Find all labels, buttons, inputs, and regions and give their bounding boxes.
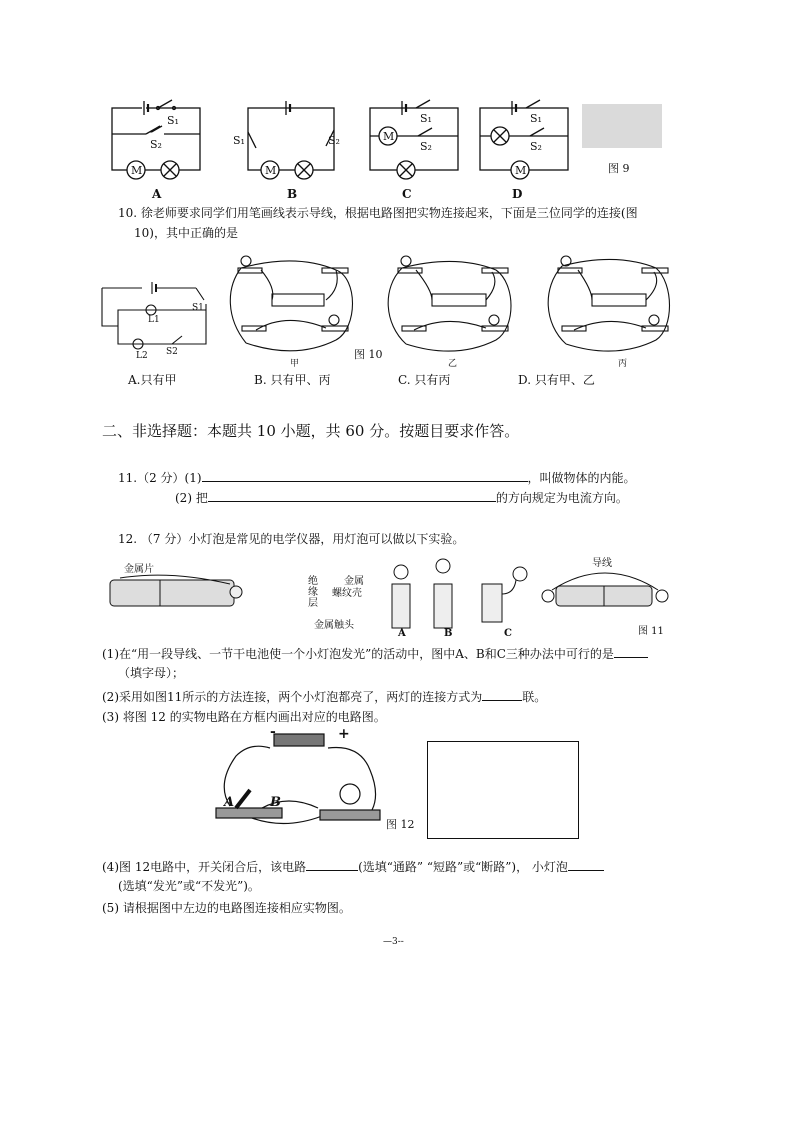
q11-p1-suffix: ，叫做物体的内能。 — [527, 471, 636, 485]
q10-option-d — [518, 372, 595, 388]
q11-p1-label: (1) — [184, 471, 202, 485]
q12-answer-4b[interactable] — [568, 858, 604, 871]
q12-p4-mid: (选填“通路” “短路”或“断路”)， 小灯泡 — [358, 860, 568, 874]
q12-p4-cont: (选填“发光”或“不发光”)。 — [118, 879, 260, 893]
fig9-a-s1: S₁ — [167, 114, 179, 127]
fig10-s2: S2 — [166, 347, 178, 357]
fig12-a: A — [224, 795, 235, 810]
fig10-l2: L2 — [136, 351, 148, 361]
fig9-b-m: M — [265, 164, 277, 177]
q12-p1-text: (1)在“用一段导线、一节干电池使一个小灯泡发光”的活动中，图中A、B和C三种办法中可行的是 — [102, 647, 614, 661]
fig9-d-m: M — [515, 164, 527, 177]
q12-p5: (5) 请根据图中左边的电路图连接相应实物图。 — [102, 901, 351, 915]
q12-p2-suffix: 联。 — [522, 690, 547, 704]
page-number: —3-- — [383, 937, 404, 947]
q12-answer-4a[interactable] — [306, 858, 358, 871]
fig11-metal-thread-2: 螺纹壳 — [332, 588, 362, 599]
q12-p1 — [102, 645, 648, 662]
q10-option-c-text: 只有丙 — [414, 373, 451, 387]
figure-11 — [100, 554, 680, 638]
q10-option-b-text: 只有甲、丙 — [270, 373, 331, 387]
q12-p1-cont: （填字母）； — [118, 666, 185, 680]
fig10-jia: 甲 — [290, 359, 300, 369]
q10-option-a-text: 只有甲 — [140, 373, 177, 387]
fig9-option-c: C — [402, 187, 412, 201]
fig11-insulator-3: 层 — [308, 598, 318, 609]
fig11-insulator: 绝 — [308, 576, 318, 587]
fig12-plus: + — [338, 726, 350, 742]
q11-line2 — [175, 489, 628, 506]
fig9-d-s1: S₁ — [530, 112, 542, 125]
q12-p2-text: (2)采用如图11所示的方法连接，两个小灯泡都亮了，两灯的连接方式为 — [102, 690, 483, 704]
q10-option-d-letter: D. — [518, 373, 532, 387]
fig9-option-b: B — [287, 187, 298, 201]
section-2-title: 二、非选择题：本题共 10 小题，共 60 分。按题目要求作答。 — [102, 422, 520, 440]
q11-number: 11.（2 分） — [118, 471, 185, 485]
figure-9 — [100, 96, 680, 204]
q12-p2 — [102, 688, 546, 705]
q11-line1 — [118, 469, 636, 486]
fig11-a: A — [398, 628, 406, 638]
fig11-b: B — [444, 628, 453, 638]
fig10-l1: L1 — [148, 315, 160, 325]
q10-option-c — [398, 372, 450, 388]
q11-answer-1[interactable] — [202, 469, 528, 482]
fig9-d-s2: S₂ — [530, 140, 542, 153]
fig10-s1: S1 — [192, 303, 204, 313]
q12-answer-1[interactable] — [614, 645, 648, 658]
q12-p3: (3) 将图 12 的实物电路在方框内画出对应的电路图。 — [102, 710, 386, 724]
fig9-b-s1: S₁ — [233, 134, 245, 147]
circuit-b — [248, 101, 334, 179]
fig9-c-m: M — [383, 130, 395, 143]
fig9-c-s1: S₁ — [420, 112, 432, 125]
q11-p2-suffix: 的方向规定为电流方向。 — [495, 491, 628, 505]
q10-option-a — [128, 372, 177, 388]
fig11-c: C — [504, 628, 512, 638]
fig9-option-d: D — [512, 187, 523, 201]
fig9-a-m: M — [131, 164, 143, 177]
fig12-b: B — [270, 795, 281, 810]
fig10-caption: 图 10 — [354, 348, 383, 361]
fig9-c-s2: S₂ — [420, 140, 432, 153]
q10-stem-line2: 10)，其中正确的是 — [134, 226, 238, 240]
fig11-metal-contact: 金属触头 — [314, 620, 354, 631]
q10-option-a-letter: A. — [128, 373, 141, 387]
fig9-a-s2: S₂ — [150, 138, 162, 151]
fig9-b-s2: S₂ — [328, 134, 340, 147]
fig11-wire: 导线 — [592, 558, 612, 569]
q12-p4-text: (4)图 12电路中，开关闭合后，该电路 — [102, 860, 307, 874]
q12-stem: 12. （7 分）小灯泡是常见的电学仪器，用灯泡可以做以下实验。 — [118, 532, 465, 546]
fig9-photo — [582, 104, 662, 148]
fig11-insulator-2: 缘 — [308, 587, 318, 598]
q10-stem-line1: 10. 徐老师要求同学们用笔画线表示导线，根据电路图把实物连接起来，下面是三位同学的连接(图 — [118, 206, 638, 220]
fig10-yi: 乙 — [448, 359, 458, 369]
fig9-option-a: A — [152, 187, 162, 201]
fig11-caption: 图 11 — [638, 626, 664, 637]
q11-answer-2[interactable] — [208, 489, 496, 502]
q11-p2-label: (2) 把 — [175, 491, 208, 505]
fig9-caption: 图 9 — [608, 162, 630, 175]
fig11-metal-thread: 金属 — [344, 576, 364, 587]
q12-p4 — [102, 858, 604, 875]
figure-12 — [210, 724, 430, 842]
q10-option-b-letter: B. — [254, 373, 267, 387]
q12-answer-2[interactable] — [482, 688, 522, 701]
q10-option-d-text: 只有甲、乙 — [534, 373, 595, 387]
q10-option-b — [254, 372, 330, 388]
fig10-bing: 丙 — [618, 359, 628, 369]
q10-option-c-letter: C. — [398, 373, 411, 387]
figure-10 — [96, 248, 676, 374]
fig11-metal-sheet: 金属片 — [124, 564, 154, 575]
fig12-minus: - — [270, 724, 276, 740]
fig12-caption: 图 12 — [386, 818, 415, 831]
answer-box-circuit-diagram[interactable] — [427, 741, 579, 839]
